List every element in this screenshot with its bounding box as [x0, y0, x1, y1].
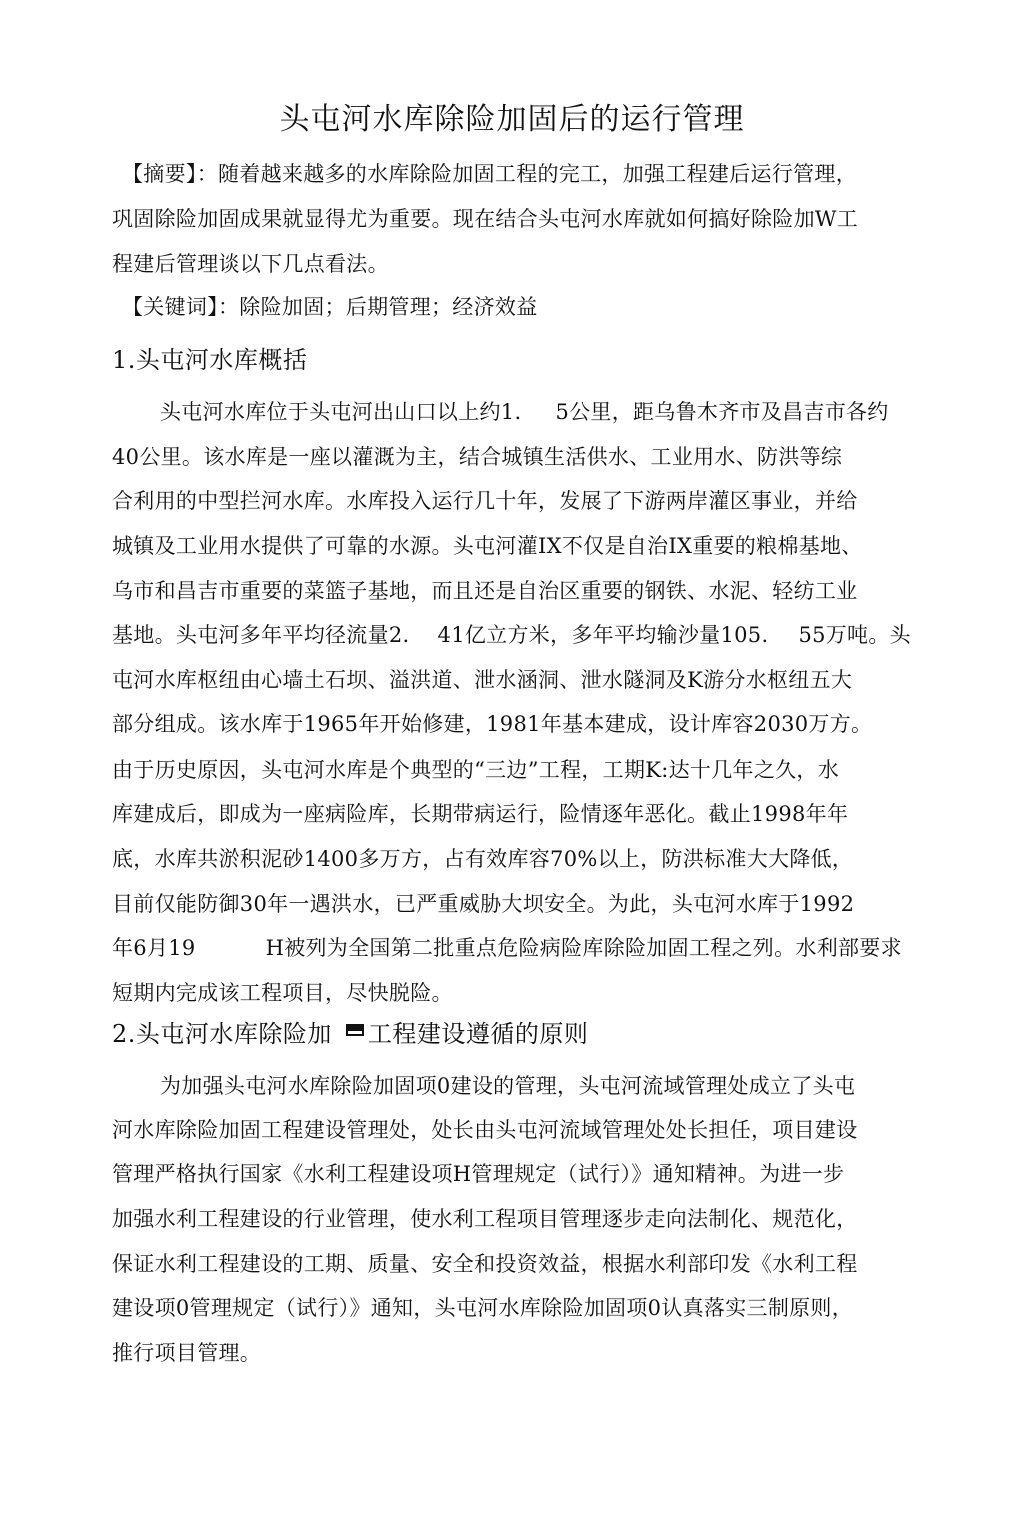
section-2-paragraph-line: 加强水利工程建设的行业管理，使水利工程项目管理逐步走向法制化、规范化，: [112, 1207, 858, 1231]
section-1-paragraph-line: 屯河水库枢纽由心墙土石坝、溢洪道、泄水涵洞、泄水隧洞及K游分水枢纽五大: [112, 668, 853, 692]
section-1-heading: 1.头屯河水库概括: [112, 346, 308, 374]
section-1-paragraph-line: 合利用的中型拦河水库。水库投入运行几十年，发展了下游两岸灌区事业，并给: [112, 489, 858, 513]
section-2-paragraph-line: 推行项目管理。: [112, 1341, 262, 1365]
paragraph-fragment: 年6月19: [112, 936, 196, 960]
section-1-paragraph-line: 底，水库共淤积泥砂1400多万方，占有效库容70%以上，防洪标准大大降低，: [112, 847, 854, 871]
section-1-paragraph-line: [160, 398, 889, 426]
section-2-heading: [112, 1018, 588, 1050]
document-title: 头屯河水库除险加固后的运行管理: [279, 102, 745, 137]
section-1-paragraph-line: 库建成后，即成为一座病险库，长期带病运行，险情逐年恶化。截止1998年年: [112, 802, 849, 826]
paragraph-fragment: 头屯河水库位于头屯河出山口以上约1.: [160, 400, 522, 424]
heading-fragment: 2.头屯河水库除险加: [112, 1020, 332, 1048]
keywords-line: 【关键词】：除险加固；后期管理；经济效益: [122, 295, 538, 319]
section-1-paragraph-line: 城镇及工业用水提供了可靠的水源。头屯河灌IX不仅是自治IX重要的粮棉基地、: [112, 534, 863, 558]
section-1-paragraph-line: [112, 621, 911, 649]
section-1-paragraph-line: [112, 934, 902, 962]
section-1-paragraph-line: 部分组成。该水库于1965年开始修建，1981年基本建成，设计库容2030万方。: [112, 712, 873, 736]
paragraph-fragment: 5公里，距乌鲁木齐市及昌吉市各约: [555, 400, 889, 424]
paragraph-fragment: 41亿立方米，多年平均输沙量105.: [437, 623, 769, 647]
heading-fragment: 工程建设遵循的原则: [367, 1020, 589, 1048]
section-2-paragraph-line: 管理严格执行国家《水利工程建设项H管理规定（试行）》通知精神。为进一步: [112, 1162, 845, 1186]
paragraph-fragment: H被列为全国第二批重点危险病险库除险加固工程之列。水利部要求: [265, 936, 902, 960]
section-1-paragraph-line: 由于历史原因，头屯河水库是个典型的“三边”工程，工期K:达十几年之久，水: [112, 758, 840, 782]
paragraph-fragment: 基地。头屯河多年平均径流量2.: [112, 623, 410, 647]
section-2-paragraph-line: 为加强头屯河水库除险加固项0建设的管理，头屯河流域管理处成立了头屯: [160, 1074, 856, 1098]
section-2-paragraph-line: 建设项0管理规定（试行）》通知，头屯河水库除险加固项0认真落实三制原则，: [112, 1296, 854, 1320]
section-1-paragraph-line: 40公里。该水库是一座以灌溉为主，结合城镇生活供水、工业用水、防洪等综: [112, 445, 843, 469]
paragraph-fragment: 55万吨。头: [798, 623, 911, 647]
scan-artifact: [346, 1024, 364, 1036]
section-1-paragraph-line: 目前仅能防御30年一遇洪水，已严重威胁大坝安全。为此，头屯河水库于1992: [112, 892, 855, 916]
section-1-paragraph-line: 乌市和昌吉市重要的菜篮子基地，而且还是自治区重要的钢铁、水泥、轻纺工业: [112, 579, 858, 603]
section-2-paragraph-line: 保证水利工程建设的工期、质量、安全和投资效益，根据水利部印发《水利工程: [112, 1252, 858, 1276]
abstract-line-2: 巩固除险加固成果就显得尤为重要。现在结合头屯河水库就如何搞好除险加W工: [112, 207, 859, 231]
section-1-paragraph-line: 短期内完成该工程项目，尽快脱险。: [112, 981, 453, 1005]
abstract-line-3: 程建后管理谈以下几点看法。: [112, 252, 389, 276]
abstract-line-1: 【摘要】：随着越来越多的水库除险加固工程的完工，加强工程建后运行管理，: [122, 162, 857, 186]
section-2-paragraph-line: 河水库除险加固工程建设管理处，处长由头屯河流域管理处处长担任，项目建设: [112, 1118, 858, 1142]
